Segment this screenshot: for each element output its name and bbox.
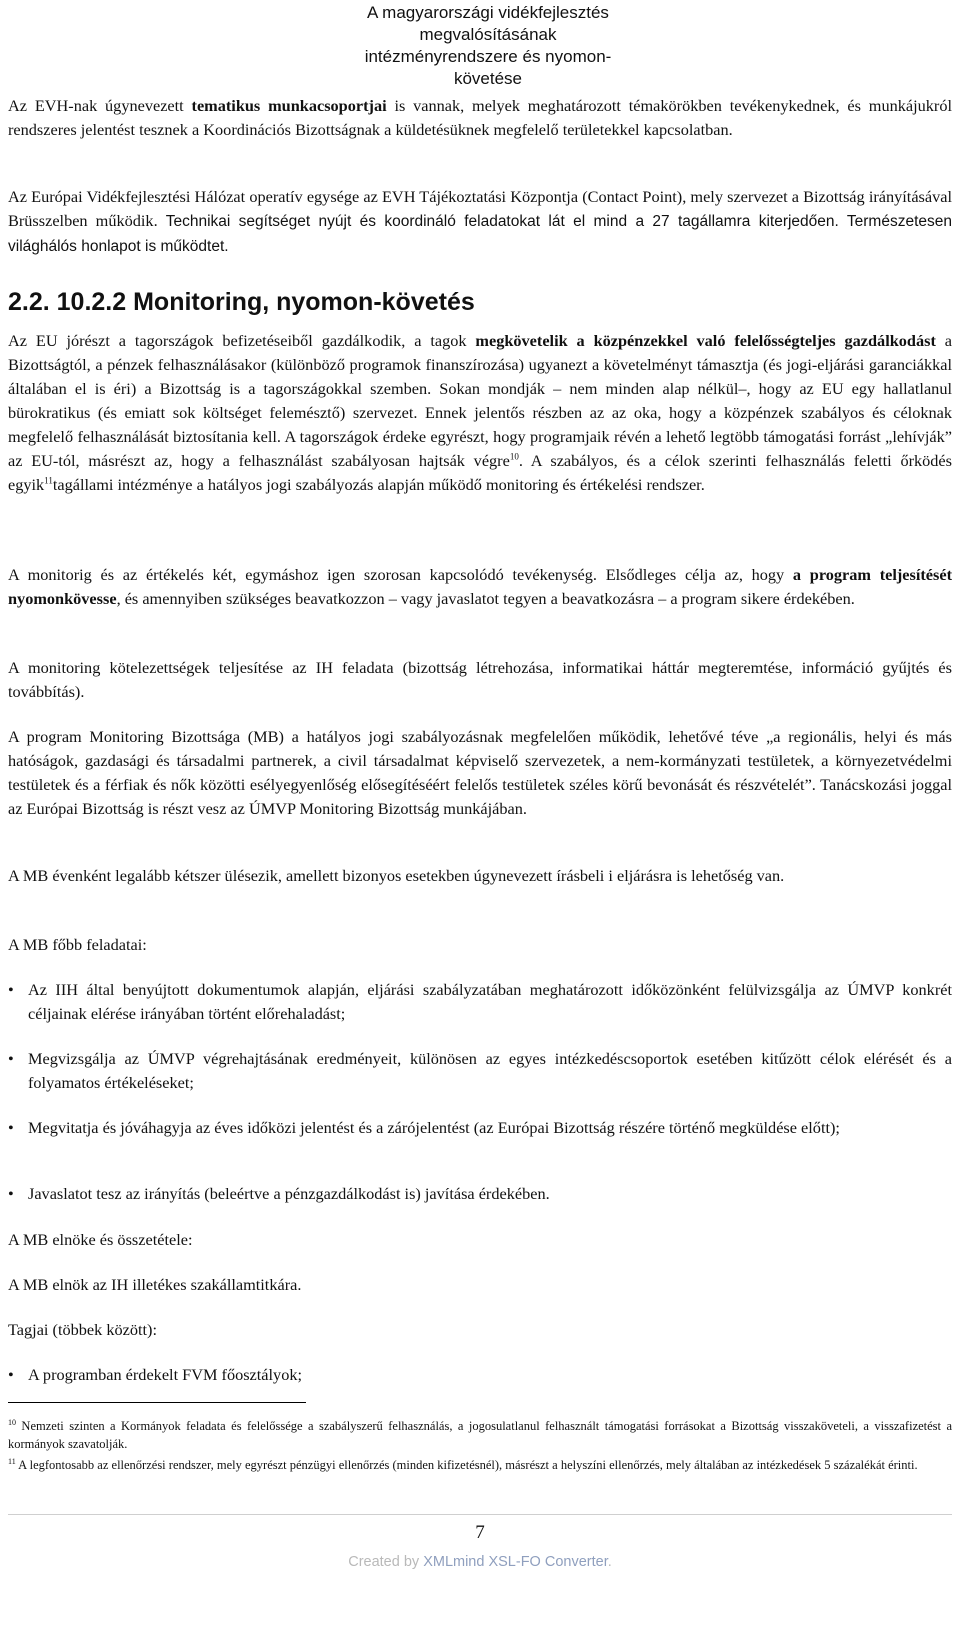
bullet-icon: • (8, 1365, 14, 1384)
list-item-text: Javaslatot tesz az irányítás (beleértve a pénzgazdálkodást is) javítása érdekében. (28, 1184, 550, 1203)
paragraph-contact-point (8, 185, 952, 259)
text-run: Az EU jórészt a tagországok befizetéseiből gazdálkodik, a tagok (8, 331, 476, 350)
paragraph-ih-duty: A monitoring kötelezettségek teljesítése az IH feladata (bizottság létrehozása, informatikai háttár megteremtése, információ gyűjtés és továbbítás). (8, 658, 952, 701)
paragraph-mb-chair-title: A MB elnöke és összetétele: (8, 1230, 193, 1249)
text-run: Technikai segítséget nyújt és koordináló feladatokat lát el mind a 27 tagállamra kiterjedően. Természetesen világhálós honlapot is működtet. (8, 213, 952, 255)
list-item (8, 978, 952, 1026)
bullet-icon: • (8, 1049, 14, 1068)
bullet-icon: • (8, 1184, 14, 1203)
text-run: , és amennyiben szükséges beavatkozzon – vagy javaslatot tegyen a beavatkozásra – a program sikere érdekében. (116, 589, 855, 608)
bold-run: megkövetelik a közpénzekkel való felelősségteljes gazdálkodást (475, 331, 936, 350)
text-run: . A szabályos, és a célok szerinti felhasználás feletti őrködés egyik (8, 451, 952, 494)
footnote-ref-10[interactable]: 10 (509, 451, 519, 462)
paragraph-members-title: Tagjai (többek között): (8, 1320, 157, 1339)
bullet-icon: • (8, 980, 14, 999)
list-item-text: Megvitatja és jóváhagyja az éves időközi jelentést és a zárójelentést (az Európai Bizottság részére történő megküldése előtt); (28, 1118, 840, 1137)
footer-divider (8, 1514, 952, 1515)
paragraph-eu-finance (8, 329, 952, 497)
header-line-3: intézményrendszere és nyomon- (364, 47, 612, 66)
footnote-ref-11[interactable]: 11 (44, 475, 53, 486)
bold-run: a program teljesítését nyomonkövesse (8, 565, 953, 608)
list-item (8, 1182, 952, 1206)
footer-suffix: . (607, 1554, 612, 1570)
header-line-4: követése (453, 69, 523, 88)
running-header (318, 2, 658, 90)
footnote-11 (8, 1456, 952, 1474)
bullet-icon: • (8, 1118, 14, 1137)
paragraph-mb-chair: A MB elnök az IH illetékes szakállamtitkára. (8, 1275, 302, 1294)
text-run: tagállami intézménye a hatályos jogi szabályozás alapján működő monitoring és értékelési rendszer. (52, 475, 705, 494)
section-heading: 2.2. 10.2.2 Monitoring, nyomon-követés (8, 288, 475, 316)
list-item-text: Az IIH által benyújtott dokumentumok alapján, eljárási szabályzatában meghatározott időközönként felülvizsgálja az ÚMVP konkrét céljainak elérése irányában történt előrehaladást; (28, 980, 952, 1023)
footer-credit (8, 1554, 952, 1570)
text-run: a Bizottságtól, a pénzek felhasználásakor (különböző programok finanszírozása) ugyanezt a követelményt támasztja (és jogi-eljárási garanciákkal általában el is éri) a Bizottság is a tagországokkal szemben. Sokan mondják – nem minden alap nélkül–, hogy az EU egy hallatlanul bürokratikus (és emiatt sok költséget felemésztő) szervezet. Ennek jelentős részben az az oka, hogy a közpénzek szabályos és céloknak megfelelő felhasználását biztosítania kell. A tagországok érdeke egyrészt, hogy programjaik révén a lehető legtöbb támogatási forrást „lehívják” az EU-tól, másrészt az, hogy a felhasználást szabályosan hajtsák végre (8, 331, 952, 470)
footer-brand-link[interactable]: XMLmind XSL-FO Converter (423, 1554, 608, 1570)
paragraph-mb-sessions: A MB évenként legalább kétszer ülésezik, amellett bizonyos esetekben úgynevezett írásbeli i eljárásra is lehetőség van. (8, 866, 785, 885)
list-item-text: A programban érdekelt FVM főosztályok; (28, 1365, 303, 1384)
paragraph-thematic-groups (8, 94, 952, 142)
text-run: Az Európai Vidékfejlesztési Hálózat operatív egysége az EVH Tájékoztatási Központja (Contact Point), mely szervezet a Bizottság irányításával Brüsszelben működik. (8, 187, 952, 230)
footnote-text: A legfontosabb az ellenőrzési rendszer, mely egyrészt pénzügyi ellenőrzés (minden kifizetésnél), másrészt a helyszíni ellenőrzés, mely általában az intézkedések 5 százalékát érinti. (15, 1458, 918, 1472)
header-line-2: megvalósításának (419, 25, 557, 44)
footnote-10 (8, 1417, 952, 1453)
document-page (8, 0, 952, 1625)
text-run: A monitorig és az értékelés két, egymáshoz igen szorosan kapcsolódó tevékenység. Elsődleges célja az, hogy (8, 565, 793, 584)
footnote-divider (8, 1402, 306, 1403)
paragraph-mb-tasks-title: A MB főbb feladatai: (8, 935, 147, 954)
paragraph-mb: A program Monitoring Bizottsága (MB) a hatályos jogi szabályozásnak megfelelően működik, lehetővé téve „a regionális, helyi és más hatóságok, gazdasági és társadalmi partnerek, a civil társadalmat képviselő szervezetek, a nem-kormányzati testületek, a környezetvédelmi testületek és a férfiak és nők közötti esélyegyenlőség elősegítéséért felelős testületek széles körű bevonását és részvételét”. Tanácskozási joggal az Európai Bizottság is részt vesz az ÚMVP Monitoring Bizottság munkájában. (8, 727, 952, 818)
header-line-1: A magyarországi vidékfejlesztés (367, 3, 609, 22)
footer-prefix: Created by (348, 1554, 424, 1570)
text-run: is vannak, melyek meghatározott témakörökben tevékenykednek, és munkájukról rendszeres jelentést tesznek a Koordinációs Bizottságnak a küldetésüknek megfelelő területekkel kapcsolatban. (8, 96, 952, 139)
paragraph-monitoring-goal (8, 563, 952, 611)
list-item (8, 1363, 952, 1387)
footnote-number: 11 (8, 1456, 16, 1466)
list-item (8, 1047, 952, 1095)
list-item-text: Megvizsgálja az ÚMVP végrehajtásának eredményeit, különösen az egyes intézkedéscsoportok esetében kitűzött célok elérését és a folyamatos értékeléseket; (28, 1049, 952, 1092)
list-item (8, 1116, 952, 1140)
bold-run: tematikus munkacsoportjai (191, 96, 387, 115)
footnote-text: Nemzeti szinten a Kormányok feladata és felelőssége a szabályszerű felhasználás, a jogosulatlanul felhasznált támogatási forrásokat a Bizottság visszaköveteli, a visszafizetést a kormányok szavatolják. (8, 1419, 952, 1451)
footnote-number: 10 (8, 1417, 16, 1427)
page-number: 7 (475, 1522, 485, 1543)
text-run: Az EVH-nak úgynevezett (8, 96, 192, 115)
